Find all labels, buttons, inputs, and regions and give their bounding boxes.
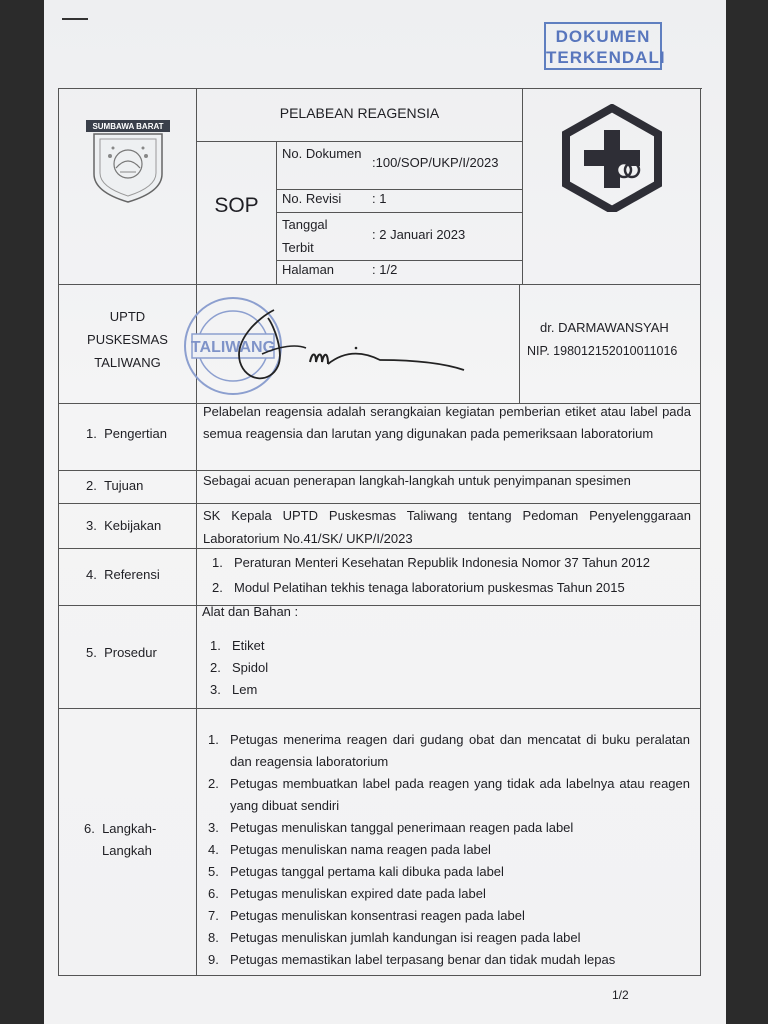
sop-label: SOP: [214, 194, 259, 217]
section-6-number: 6.: [84, 821, 95, 836]
section-6-label: [84, 818, 156, 840]
langkah-item: 5. Petugas tanggal pertama kali dibuka pada label: [208, 864, 504, 879]
document-title: PELABEAN REAGENSIA: [279, 105, 440, 121]
langkah-item-text: Petugas menuliskan jumlah kandungan isi reagen pada label: [230, 930, 581, 945]
org-line-2: PUSKESMAS: [87, 332, 168, 347]
section-2-title: Tujuan: [104, 478, 144, 493]
prosedur-item: 3. Lem: [210, 682, 258, 697]
section-1-label: [86, 423, 167, 445]
section-1-title: Pengertian: [104, 426, 167, 441]
referensi-item-text: Peraturan Menteri Kesehatan Republik Indonesia Nomor 37 Tahun 2012: [234, 555, 651, 570]
pengertian-text: Pelabelan reagensia adalah serangkaian kegiatan pemberian etiket atau label pada semua reagensia dan larutan yang digunakan pada pemeriksaan laboratorium: [203, 404, 691, 441]
seal-text: TALIWANG: [190, 339, 276, 356]
langkah-item-text: Petugas menuliskan expired date pada label: [230, 886, 486, 901]
org-line-1: UPTD: [109, 309, 146, 324]
pen-mark: [62, 18, 88, 20]
kebijakan-text: SK Kepala UPTD Puskesmas Taliwang tentang Pedoman Penyelenggaraan Laboratorium No.41/SK/ UKP/I/2023: [203, 508, 691, 546]
langkah-item: 6. Petugas menuliskan expired date pada label: [208, 886, 486, 901]
langkah-item: 8. Petugas menuliskan jumlah kandungan isi reagen pada label: [208, 930, 581, 945]
meta-label-tanggal-terbit: Tanggal Terbit: [282, 217, 328, 255]
referensi-list: [212, 550, 692, 600]
langkah-item-text: Petugas menuliskan nama reagen pada label: [230, 842, 491, 857]
meta-value-tanggal-terbit: : 2 Januari 2023: [372, 227, 466, 242]
meta-value-halaman: : 1/2: [372, 262, 398, 277]
section-3-number: 3.: [86, 518, 97, 533]
meta-label-halaman: Halaman: [282, 262, 335, 277]
prosedur-item-text: Spidol: [232, 660, 269, 675]
official-name: dr. DARMAWANSYAH: [540, 320, 669, 335]
langkah-item: 1. Petugas menerima reagen dari gudang obat dan mencatat di buku peralatan dan reagensia laboratorium: [208, 732, 690, 769]
section-6-title-line-2: Langkah: [102, 843, 152, 858]
section-3-title: Kebijakan: [104, 518, 162, 533]
section-5-label: [86, 642, 157, 664]
langkah-item: 4. Petugas menuliskan nama reagen pada label: [208, 842, 491, 857]
section-2-label: [86, 475, 143, 497]
langkah-list: [208, 729, 690, 971]
langkah-item: 9. Petugas memastikan label terpasang benar dan tidak mudah lepas: [208, 952, 616, 967]
prosedur-list: [210, 635, 410, 701]
section-3-label: [86, 515, 161, 537]
langkah-item-text: Petugas menerima reagen dari gudang obat dan mencatat di buku peralatan dan reagensia laboratorium: [230, 732, 690, 769]
section-5-number: 5.: [86, 645, 97, 660]
langkah-item-text: Petugas tanggal pertama kali dibuka pada label: [230, 864, 504, 879]
langkah-item: 7. Petugas menuliskan konsentrasi reagen pada label: [208, 908, 525, 923]
referensi-item: 2. Modul Pelatihan tekhis tenaga laboratorium puskesmas Tahun 2015: [212, 580, 625, 595]
page-number: 1/2: [612, 988, 629, 1002]
prosedur-item-text: Lem: [232, 682, 258, 697]
section-2-number: 2.: [86, 478, 97, 493]
referensi-item-text: Modul Pelatihan tekhis tenaga laboratorium puskesmas Tahun 2015: [234, 580, 625, 595]
meta-value-no-revisi: : 1: [372, 191, 387, 206]
langkah-item-text: Petugas memastikan label terpasang benar dan tidak mudah lepas: [230, 952, 616, 967]
prosedur-item: 2. Spidol: [210, 660, 269, 675]
official-nip: NIP. 198012152010011016: [527, 344, 678, 358]
section-4-title: Referensi: [104, 567, 160, 582]
stamp-line-1: DOKUMEN: [555, 27, 651, 46]
emblem-region-label: SUMBAWA BARAT: [92, 122, 164, 131]
referensi-item: 1. Peraturan Menteri Kesehatan Republik Indonesia Nomor 37 Tahun 2012: [212, 555, 651, 570]
section-4-label: [86, 564, 160, 586]
langkah-item-text: Petugas menuliskan konsentrasi reagen pada label: [230, 908, 525, 923]
langkah-item-text: Petugas menuliskan tanggal penerimaan reagen pada label: [230, 820, 574, 835]
section-5-title: Prosedur: [104, 645, 157, 660]
langkah-item-text: Petugas membuatkan label pada reagen yang tidak ada labelnya atau reagen yang dibuat sendiri: [230, 776, 690, 813]
langkah-item: 2. Petugas membuatkan label pada reagen yang tidak ada labelnya atau reagen yang dibuat sendiri: [208, 776, 690, 813]
meta-label-no-dokumen: No. Dokumen: [282, 146, 362, 161]
tujuan-text: Sebagai acuan penerapan langkah-langkah untuk penyimpanan spesimen: [203, 473, 631, 488]
prosedur-item-text: Etiket: [232, 638, 265, 653]
section-1-number: 1.: [86, 426, 97, 441]
controlled-document-stamp: [544, 22, 666, 70]
meta-value-no-dokumen: :100/SOP/UKP/I/2023: [372, 155, 499, 170]
org-line-3: TALIWANG: [94, 355, 161, 370]
langkah-item: 3. Petugas menuliskan tanggal penerimaan reagen pada label: [208, 820, 574, 835]
stamp-line-2: TERKENDALI: [546, 48, 666, 67]
meta-label-no-revisi: No. Revisi: [282, 191, 342, 206]
prosedur-intro: Alat dan Bahan :: [202, 604, 299, 619]
prosedur-item: 1. Etiket: [210, 638, 265, 653]
section-6-title-line-1: Langkah-: [102, 821, 157, 836]
section-4-number: 4.: [86, 567, 97, 582]
